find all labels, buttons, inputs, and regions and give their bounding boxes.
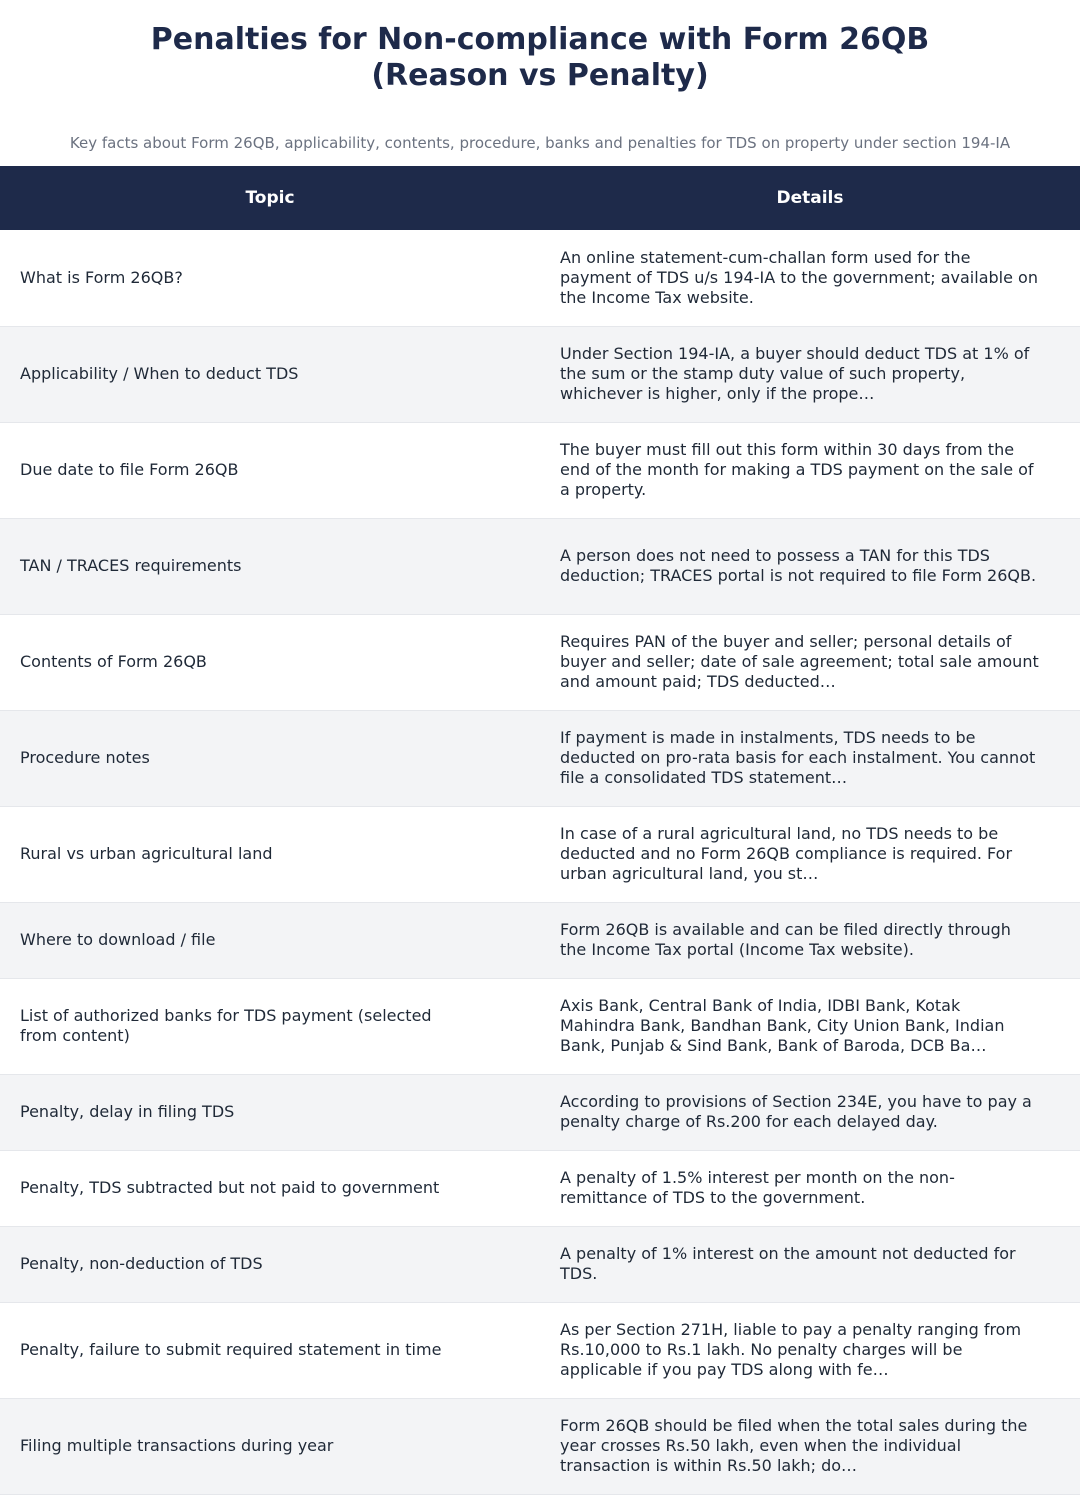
table-row (0, 710, 1080, 806)
table-body (0, 230, 1080, 1494)
topic-cell: Penalty, delay in filing TDS (20, 1102, 235, 1121)
topic-cell: Due date to file Form 26QB (20, 460, 239, 479)
details-cell: A person does not need to possess a TAN for this TDS deduction; TRACES portal is not required to file Form 26QB. (560, 546, 1037, 585)
details-cell: An online statement-cum-challan form used for the payment of TDS u/s 194-IA to the government; available on the Income Tax website. (560, 247, 1038, 307)
details-cell: Requires PAN of the buyer and seller; personal details of buyer and seller; date of sale agreement; total sale amount and amount paid; TDS deducted… (560, 632, 1039, 691)
topic-cell: Applicability / When to deduct TDS (20, 364, 299, 383)
details-cell: A penalty of 1% interest on the amount not deducted for TDS. (560, 1244, 1016, 1283)
table-row (0, 230, 1080, 326)
details-cell: Under Section 194-IA, a buyer should deduct TDS at 1% of the sum or the stamp duty value of such property, whichever is higher, only if the prope… (560, 344, 1030, 403)
details-cell: Form 26QB should be filed when the total sales during the year crosses Rs.50 lakh, even when the individual transaction is within Rs.50 lakh; do… (560, 1416, 1028, 1475)
table-row (0, 806, 1080, 902)
table-row (0, 422, 1080, 518)
page-subtitle: Key facts about Form 26QB, applicability, contents, procedure, banks and penalties for TDS on property under section 194-IA (69, 134, 1011, 152)
penalties-table (0, 166, 1080, 1495)
table-row (0, 1226, 1080, 1302)
details-cell: As per Section 271H, liable to pay a penalty ranging from Rs.10,000 to Rs.1 lakh. No penalty charges will be applicable if you pay TDS along with fe… (560, 1320, 1022, 1379)
topic-cell: What is Form 26QB? (20, 267, 183, 287)
details-cell: In case of a rural agricultural land, no TDS needs to be deducted and no Form 26QB compliance is required. For urban agricultural land, you st… (560, 824, 1013, 883)
topic-cell: Contents of Form 26QB (20, 652, 207, 671)
details-cell: Axis Bank, Central Bank of India, IDBI Bank, Kotak Mahindra Bank, Bandhan Bank, City Union Bank, Indian Bank, Punjab & Sind Bank, Bank of Baroda, DCB Ba… (560, 996, 1005, 1055)
table-header-row (0, 166, 1080, 230)
page-title-line-2: (Reason vs Penalty) (371, 58, 709, 93)
table-row (0, 1150, 1080, 1226)
topic-cell: Penalty, TDS subtracted but not paid to government (20, 1178, 440, 1197)
details-cell: Form 26QB is available and can be filed directly through the Income Tax portal (Income Tax website). (560, 920, 1011, 959)
topic-cell: List of authorized banks for TDS payment (selected from content) (20, 1006, 432, 1045)
topic-cell: TAN / TRACES requirements (20, 556, 242, 575)
table-row (0, 518, 1080, 614)
table-row (0, 1074, 1080, 1150)
details-cell: A penalty of 1.5% interest per month on the non-remittance of TDS to the government. (560, 1168, 955, 1207)
column-header-topic: Topic (0, 166, 540, 230)
topic-cell: Filing multiple transactions during year (20, 1436, 334, 1455)
topic-cell: Procedure notes (20, 748, 150, 767)
table-row (0, 1302, 1080, 1398)
topic-cell: Where to download / file (20, 930, 216, 949)
details-cell: According to provisions of Section 234E, you have to pay a penalty charge of Rs.200 for each delayed day. (560, 1092, 1032, 1131)
details-cell: If payment is made in instalments, TDS needs to be deducted on pro-rata basis for each instalment. You cannot file a consolidated TDS statement… (560, 728, 1036, 787)
table-row (0, 902, 1080, 978)
details-cell: The buyer must fill out this form within 30 days from the end of the month for making a TDS payment on the sale of a property. (560, 440, 1034, 499)
table-header (0, 166, 1080, 230)
topic-cell: Penalty, failure to submit required statement in time (20, 1340, 442, 1359)
table-row (0, 614, 1080, 710)
page-title-line-1: Penalties for Non-compliance with Form 26QB (150, 22, 930, 57)
topic-cell: Rural vs urban agricultural land (20, 844, 273, 863)
topic-cell: Penalty, non-deduction of TDS (20, 1254, 263, 1273)
table-row (0, 978, 1080, 1074)
table-row (0, 326, 1080, 422)
page-title (0, 0, 1080, 94)
table-row (0, 1398, 1080, 1494)
column-header-details: Details (540, 166, 1080, 230)
